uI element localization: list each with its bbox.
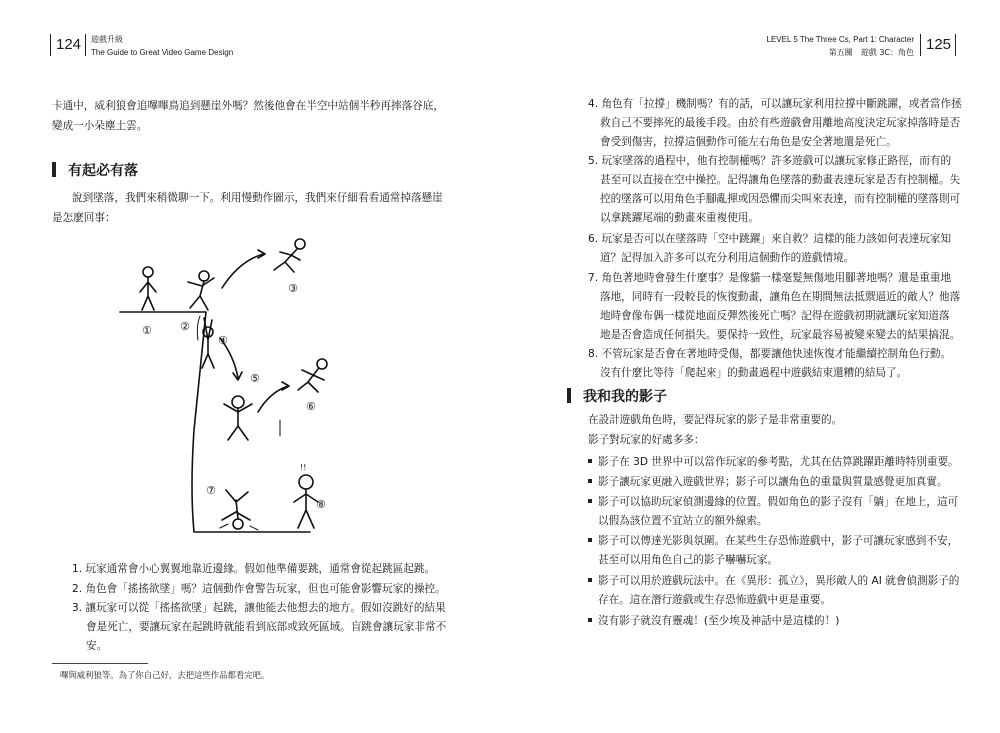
- right-list-item-5: 5. 玩家墜落的過程中，他有控制權嗎？許多遊戲可以讓玩家修正路徑，而有的: [588, 155, 952, 167]
- right-section-line-2: 影子對玩家的好處多多：: [588, 434, 705, 446]
- left-page-number: 124: [56, 36, 82, 53]
- right-list-item-4: 4. 角色有「拉撐」機制嗎？有的話，可以讓玩家利用拉撐中斷跳躍，或者當作拯: [588, 98, 962, 110]
- right-list-item-5-cont2: 控的墜落可以用角色手腳亂揮或因恐懼而尖叫來表達，而有控制權的墜落則可: [600, 193, 961, 205]
- bullet-text: 影子在 3D 世界中可以當作玩家的參考點，尤其在估算跳躍距離時特別重要。: [598, 456, 959, 468]
- right-list-item-7: 7. 角色著地時會發生什麼事？是像貓一樣毫髮無傷地用腳著地嗎？還是重重地: [588, 272, 952, 284]
- figure-2-teetering: [188, 271, 214, 310]
- figure-1-standing: [140, 267, 156, 310]
- left-intro-line-1: 卡通中，威利狼會追嗶嗶鳥追到懸崖外嗎？然後他會在半空中站個半秒再摔落谷底，: [52, 100, 444, 112]
- bullet-item-3: [588, 492, 958, 512]
- bullet-text: 影子讓玩家更融入遊戲世界；影子可以讓角色的重量與質量感覺更加真實。: [598, 476, 948, 488]
- figure-8-recovered: [294, 475, 318, 528]
- figure-exclaim: !!: [300, 463, 307, 472]
- left-section-line-2: 是怎麼回事：: [52, 212, 116, 224]
- left-header-subtitle: The Guide to Great Video Game Design: [91, 48, 234, 57]
- figure-7-crash: [220, 490, 258, 530]
- right-header-divider: [920, 34, 921, 56]
- right-page-number: 125: [926, 36, 952, 53]
- bullet-marker: [588, 538, 592, 542]
- bullet-text: 影子可以用於遊戲玩法中。在《異形：孤立》，異形敵人的 AI 就會偵測影子的: [598, 575, 960, 587]
- bullet-item-3-cont: 以假為該位置不宜站立的額外線索。: [598, 515, 768, 527]
- right-section-heading: 我和我的影子: [583, 389, 667, 405]
- right-list-item-8: 8. 不管玩家是否會在著地時受傷，都要讓他快速恢復才能繼續控制角色行動。: [588, 348, 952, 360]
- bullet-item-5-cont: 存在。這在潛行遊戲或生存恐怖遊戲中更是重要。: [598, 594, 832, 606]
- left-header-title: 遊戲升級: [91, 35, 123, 44]
- figure-label-5: ⑤: [250, 372, 260, 385]
- bullet-marker: [588, 479, 592, 483]
- figure-4-hanging: [202, 318, 214, 368]
- bullet-marker: [588, 578, 592, 582]
- left-heading-marker: [52, 162, 56, 177]
- right-section-line-1: 在設計遊戲角色時，要記得玩家的影子是非常重要的。: [588, 414, 843, 426]
- figure-label-2: ②: [180, 320, 190, 333]
- right-list-item-5-cont: 甚至可以直接在空中操控。記得讓角色墜落的動畫表達玩家是否有控制權。失: [600, 174, 961, 186]
- left-intro-line-2: 變成一小朵塵土雲。: [52, 120, 148, 132]
- bullet-text: 影子可以傳達光影與氛圍。在某些生存恐怖遊戲中，影子可讓玩家感到不安，: [598, 535, 959, 547]
- figure-label-3: ③: [288, 282, 298, 295]
- right-header-title: LEVEL 5 The Three Cs, Part 1: Character: [766, 35, 914, 44]
- right-list-item-7-cont2: 地時會像布偶一樣從地面反彈然後死亡嗎？記得在遊戲初期就讓玩家知道落: [600, 310, 950, 322]
- right-header-rule: [955, 34, 956, 56]
- figure-5-falling: [224, 396, 252, 440]
- bullet-item-2: [588, 472, 948, 492]
- right-list-item-7-cont3: 地是否會造成任何損失。要保持一致性，玩家最容易被變來變去的結果搞混。: [600, 329, 961, 341]
- figure-label-6: ⑥: [306, 400, 316, 413]
- bullet-text: 影子可以協助玩家偵測邊緣的位置。假如角色的影子沒有「躺」在地上，這可: [598, 496, 959, 508]
- bullet-item-5: [588, 571, 959, 591]
- falling-sequence-figure: [110, 230, 450, 540]
- arrow-jump: [222, 254, 264, 288]
- figure-label-8: ⑧: [316, 498, 326, 511]
- bullet-item-4-cont: 甚至可以用角色自己的影子嚇嚇玩家。: [598, 554, 779, 566]
- bullet-item-6: [588, 611, 839, 631]
- left-header-rule: [50, 34, 51, 56]
- left-header-divider: [85, 34, 86, 56]
- figure-label-7: ⑦: [206, 484, 216, 497]
- left-list-item-3: 3. 讓玩家可以從「搖搖欲墜」起跳，讓他能去他想去的地方。假如沒跳好的結果: [72, 602, 446, 614]
- bullet-marker: [588, 499, 592, 503]
- bullet-marker: [588, 618, 592, 622]
- figure-6-air-jump: [298, 359, 327, 392]
- right-list-item-4-cont2: 會受到傷害，拉撐這個動作可能左右角色是安全著地還是死亡。: [600, 136, 897, 148]
- left-section-line-1: 說到墜落，我們來稍微聊一下。利用慢動作圖示，我們來仔細看看通常掉落懸崖: [72, 192, 443, 204]
- bullet-item-4: [588, 531, 958, 551]
- cliff-edge: [120, 312, 310, 532]
- right-list-item-6: 6. 玩家是否可以在墜落時「空中跳躍」來自救？這樣的能力該如何表達玩家知: [588, 233, 952, 245]
- bullet-item-1: [588, 452, 959, 472]
- right-header-subtitle: 第五關 遊戲 3C：角色: [828, 48, 914, 57]
- left-list-item-1: 1. 玩家通常會小心翼翼地靠近邊緣。假如他準備要跳，通常會從起跳區起跳。: [72, 563, 436, 575]
- right-list-item-8-cont: 沒有什麼比等待「爬起來」的動畫過程中遊戲結束還糟的結局了。: [600, 367, 908, 379]
- bullet-marker: [588, 459, 592, 463]
- figure-3-jumping: [274, 239, 305, 272]
- figure-label-1: ①: [142, 324, 152, 337]
- right-heading-marker: [567, 388, 571, 403]
- figure-label-4: ④: [218, 334, 228, 347]
- left-list-item-2: 2. 角色會「搖搖欲墜」嗎？這個動作會警告玩家，但也可能會影響玩家的操控。: [72, 583, 446, 595]
- left-section-heading: 有起必有落: [68, 163, 138, 179]
- right-list-item-7-cont: 落地，同時有一段較長的恢復動畫，讓角色在期間無法抵禦逼近的敵人？他落: [600, 291, 961, 303]
- right-list-item-4-cont: 救自己不要摔死的最後手段。由於有些遊戲會用離地高度決定玩家掉落時是否: [600, 117, 961, 129]
- footnote-text: 嗶與威利狼等。為了你自己好，去把這些作品都看完吧。: [60, 670, 270, 680]
- right-list-item-6-cont: 道？記得加入許多可以充分利用這個動作的遊戲情境。: [600, 252, 855, 264]
- right-list-item-5-cont3: 以拿跳躍尾端的動畫來重複使用。: [600, 212, 759, 224]
- bullet-text: 沒有影子就沒有靈魂！(至少埃及神話中是這樣的！): [598, 615, 840, 627]
- left-list-item-3-cont: 會是死亡，要讓玩家在起跳時就能看到底部或致死區域。盲跳會讓玩家非常不: [86, 621, 447, 633]
- left-list-item-3-cont2: 安。: [86, 640, 108, 652]
- footnote-rule: [52, 663, 148, 664]
